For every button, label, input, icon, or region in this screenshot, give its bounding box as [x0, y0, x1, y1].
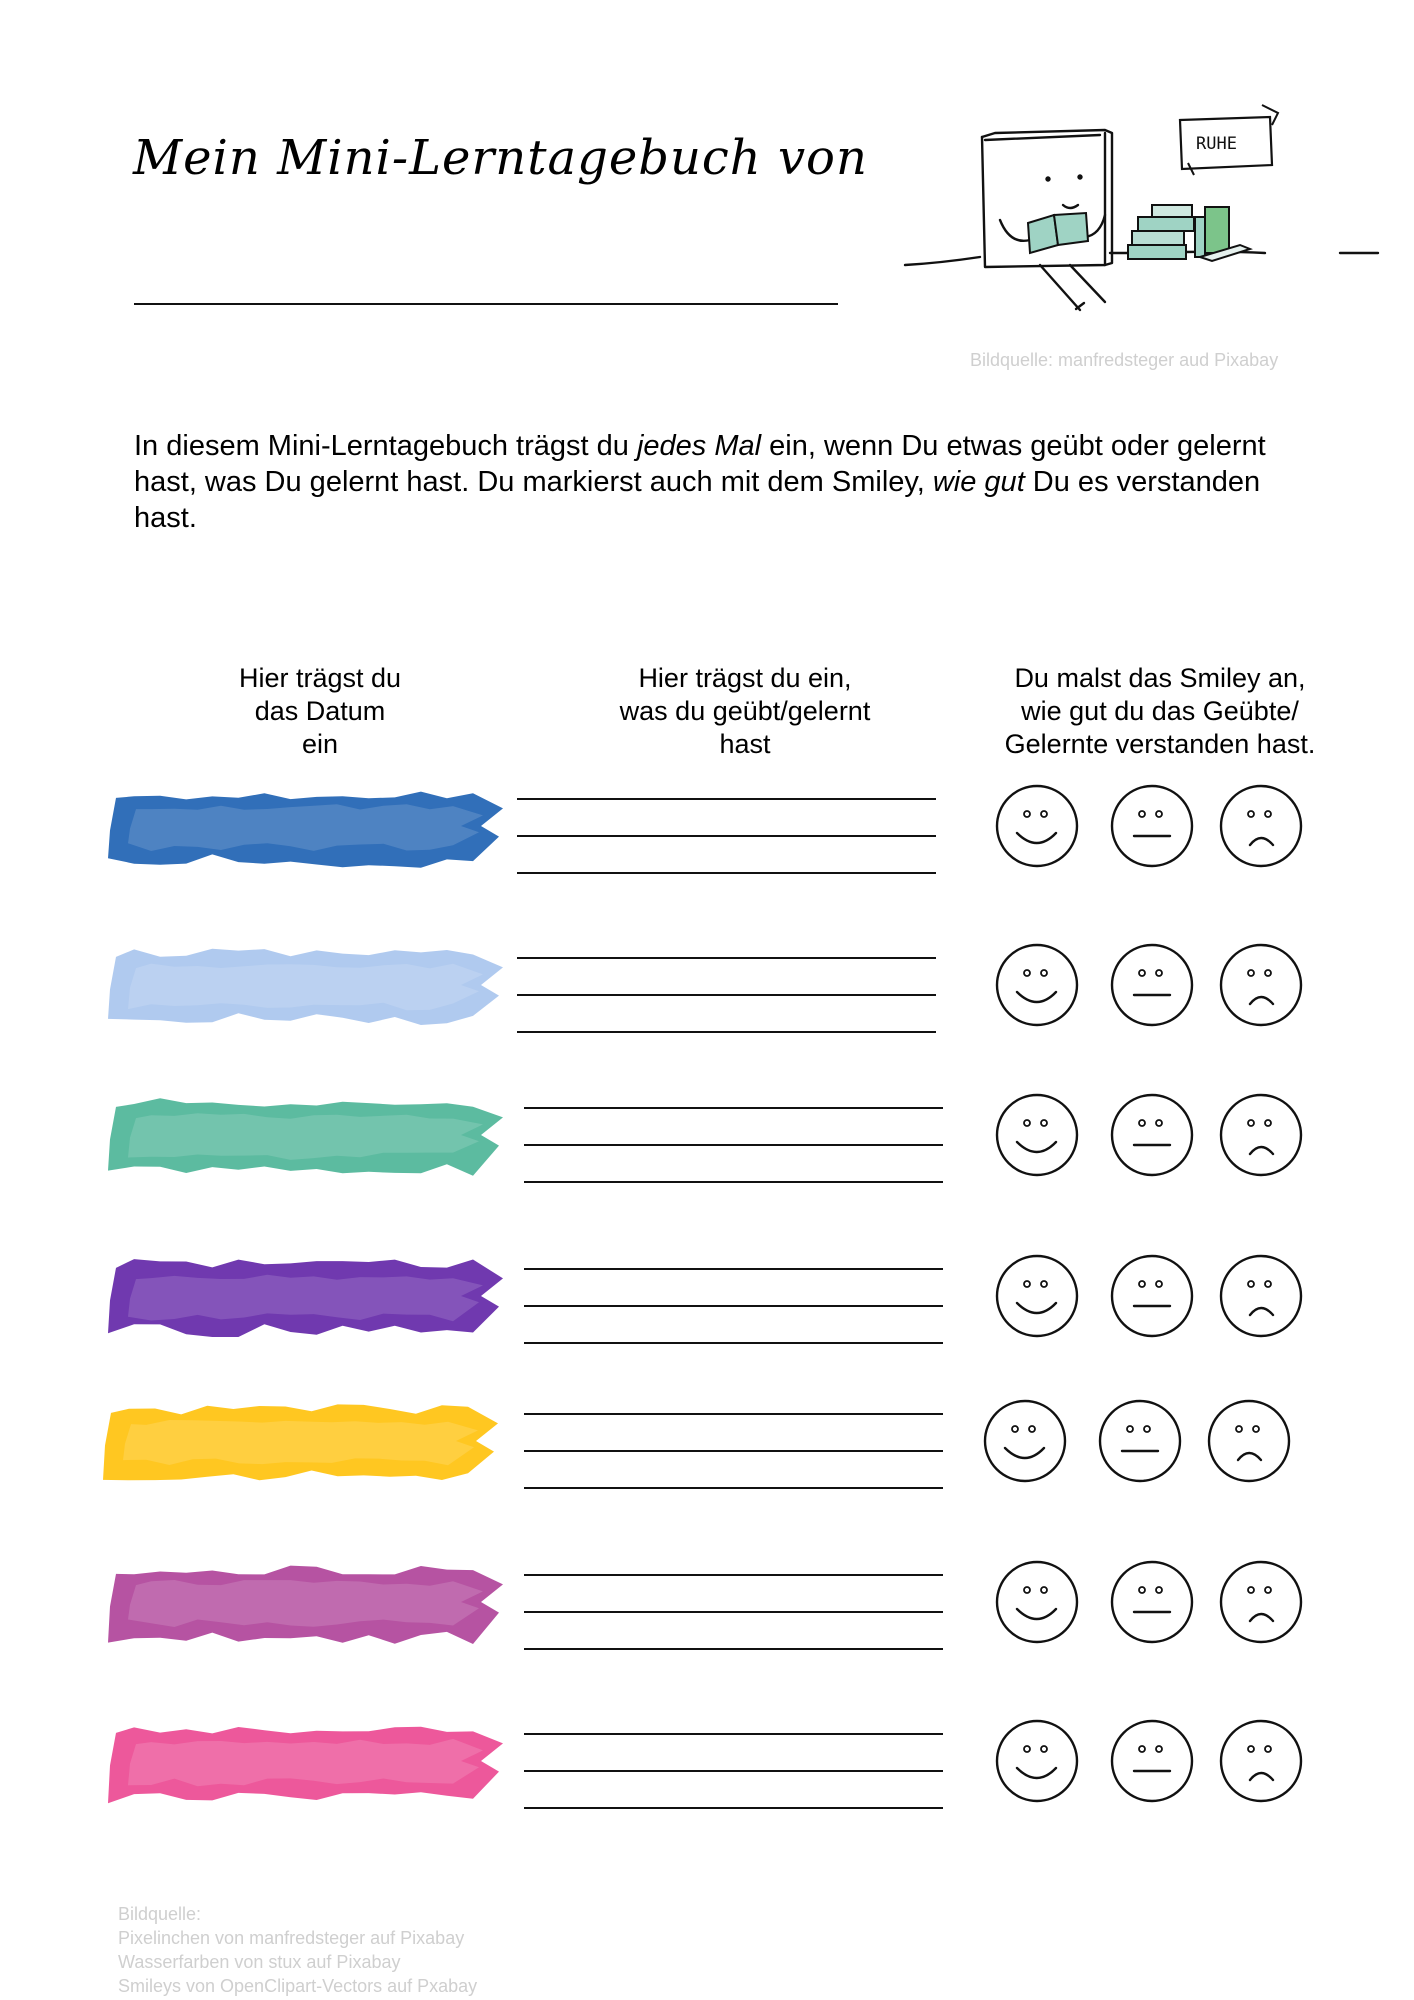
date-field-brush[interactable]: [103, 1397, 518, 1485]
sad-smiley-icon[interactable]: [1216, 940, 1306, 1030]
topic-write-line[interactable]: [524, 1611, 943, 1613]
topic-write-line[interactable]: [517, 872, 936, 874]
intro-emphasis-1: jedes Mal: [636, 430, 762, 462]
neutral-smiley-icon[interactable]: [1107, 1090, 1197, 1180]
sad-smiley-icon[interactable]: [1216, 1251, 1306, 1341]
topic-write-line[interactable]: [524, 1487, 943, 1489]
footer-credit-line: Pixelinchen von manfredsteger auf Pixabay: [118, 1928, 465, 1948]
topic-write-line[interactable]: [524, 1107, 943, 1109]
neutral-smiley-icon[interactable]: [1107, 1716, 1197, 1806]
ruhe-sign-text: RUHE: [1196, 134, 1237, 154]
topic-write-line[interactable]: [524, 1268, 943, 1270]
sad-smiley-icon[interactable]: [1216, 1716, 1306, 1806]
happy-smiley-icon[interactable]: [992, 781, 1082, 871]
neutral-smiley-icon[interactable]: [1095, 1396, 1185, 1486]
topic-write-line[interactable]: [524, 1450, 943, 1452]
topic-write-line[interactable]: [524, 1648, 943, 1650]
sad-smiley-icon[interactable]: [1204, 1396, 1294, 1486]
topic-write-line[interactable]: [524, 1733, 943, 1735]
topic-write-line[interactable]: [517, 994, 936, 996]
column-header-date: Hier trägst du das Datum ein: [238, 663, 402, 759]
happy-smiley-icon[interactable]: [992, 1557, 1082, 1647]
date-field-brush[interactable]: [108, 1252, 523, 1340]
happy-smiley-icon[interactable]: [992, 1251, 1082, 1341]
illustration-credit: Bildquelle: manfredsteger aud Pixabay: [970, 350, 1279, 370]
intro-text-1: In diesem Mini-Lerntagebuch trägst du: [134, 430, 637, 462]
neutral-smiley-icon[interactable]: [1107, 1557, 1197, 1647]
topic-write-line[interactable]: [524, 1413, 943, 1415]
date-field-brush[interactable]: [108, 1717, 523, 1805]
reading-character-illustration: [900, 95, 1390, 320]
happy-smiley-icon[interactable]: [992, 1716, 1082, 1806]
neutral-smiley-icon[interactable]: [1107, 781, 1197, 871]
topic-write-line[interactable]: [517, 798, 936, 800]
topic-write-line[interactable]: [524, 1305, 943, 1307]
page-title: Mein Mini-Lerntagebuch von: [133, 130, 868, 186]
topic-write-line[interactable]: [524, 1574, 943, 1576]
topic-write-line[interactable]: [524, 1342, 943, 1344]
date-field-brush[interactable]: [108, 1558, 523, 1646]
date-field-brush[interactable]: [108, 782, 523, 870]
sad-smiley-icon[interactable]: [1216, 1557, 1306, 1647]
column-header-rating: Du malst das Smiley an, wie gut du das Geübte/ Gelernte verstanden hast.: [1004, 663, 1316, 759]
date-field-brush[interactable]: [108, 941, 523, 1029]
sad-smiley-icon[interactable]: [1216, 1090, 1306, 1180]
intro-text-2: ein, wenn Du etwas geübt oder gelernt hast, was Du gelernt hast. Du markierst auch mit dem Smiley,: [134, 430, 1266, 498]
topic-write-line[interactable]: [524, 1144, 943, 1146]
column-header-topic: Hier trägst du ein, was du geübt/gelernt hast: [619, 663, 871, 759]
topic-write-line[interactable]: [517, 957, 936, 959]
topic-write-line[interactable]: [524, 1807, 943, 1809]
topic-write-line[interactable]: [517, 1031, 936, 1033]
intro-emphasis-2: wie gut: [932, 466, 1025, 498]
sad-smiley-icon[interactable]: [1216, 781, 1306, 871]
footer-credits-heading: Bildquelle:: [118, 1904, 202, 1924]
happy-smiley-icon[interactable]: [980, 1396, 1070, 1486]
happy-smiley-icon[interactable]: [992, 940, 1082, 1030]
topic-write-line[interactable]: [517, 835, 936, 837]
intro-paragraph: [134, 428, 1284, 536]
neutral-smiley-icon[interactable]: [1107, 940, 1197, 1030]
neutral-smiley-icon[interactable]: [1107, 1251, 1197, 1341]
footer-credit-line: Wasserfarben von stux auf Pixabay: [118, 1952, 401, 1972]
footer-credits: [118, 1902, 477, 1998]
date-field-brush[interactable]: [108, 1091, 523, 1179]
name-write-line[interactable]: [134, 303, 838, 305]
happy-smiley-icon[interactable]: [992, 1090, 1082, 1180]
footer-credit-line: Smileys von OpenClipart-Vectors auf Pxabay: [118, 1976, 478, 1996]
topic-write-line[interactable]: [524, 1181, 943, 1183]
topic-write-line[interactable]: [524, 1770, 943, 1772]
intro-text-3: Du es verstanden hast.: [134, 466, 1261, 534]
